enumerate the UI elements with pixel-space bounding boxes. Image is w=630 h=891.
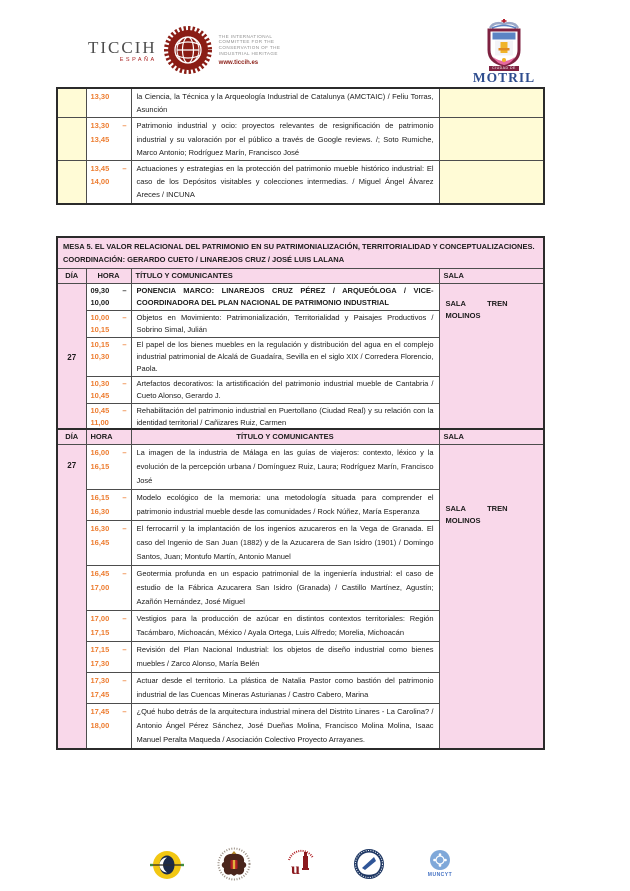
ticcih-country-text: ESPAÑA: [119, 56, 157, 63]
universidad-de-sevilla-logo: [283, 846, 319, 887]
time-range-dash: –: [122, 707, 127, 716]
day-number: 27: [57, 445, 86, 750]
svg-text:u: u: [291, 861, 300, 878]
session-title: La imagen de la industria de Málaga en las guías de viajeros: contexto, léxico y la evolución de la percepción urbana / Domínguez Ruiz, Laura; Rodríguez Marín, Francisco José: [131, 445, 439, 490]
session-title: Patrimonio industrial y ocio: proyectos relevantes de resignificación de patrimonio industrial y su valoración por el público a través de Google reviews. /; Soto Rumiche, Marco Antonio; Rodríguez Marín, Francisco José: [131, 118, 439, 161]
session-title: Revisión del Plan Nacional Industrial: los objetos de diseño industrial como bienes muebles / Zarco Alonso, María Belén: [131, 642, 439, 673]
session-title: PONENCIA MARCO: LINAREJOS CRUZ PÉREZ / ARQUEÓLOGA / VICE-COORDINADORA DEL PLAN NACIONAL DE PATRIMONIO INDUSTRIAL: [131, 284, 439, 311]
motril-shield-icon: [480, 18, 528, 68]
session-title: Vestigios para la producción de azúcar en distintos contextos territoriales: Región Tacámbaro, Michoacán, México / Ayala Ortega, Luis Alfredo; Morelia, Michoacán: [131, 611, 439, 642]
session-time: 16,00 – 16,15: [86, 445, 131, 490]
time-range-dash: –: [122, 645, 127, 654]
day-number: 27: [57, 284, 86, 432]
session-time: 10,30 – 10,45: [86, 377, 131, 404]
time-range-dash: –: [122, 406, 127, 415]
mesa5-coordination: COORDINACIÓN: GERARDO CUETO / LINAREJOS CRUZ / JOSÉ LUIS LALANA: [63, 255, 345, 264]
time-range-dash: –: [122, 614, 127, 623]
session-time: 16,45 – 17,00: [86, 566, 131, 611]
sugar-mill-eye-logo: [150, 848, 184, 887]
muncyt-logo: [422, 849, 458, 878]
ticcih-gear-globe-icon: [163, 24, 213, 76]
mesa5-title: MESA 5. EL VALOR RELACIONAL DEL PATRIMONIO EN SU PATRIMONIALIZACIÓN, TERRITORIALIDAD Y CONCEPTUALIZACIONES.: [63, 242, 535, 251]
time-range-dash: –: [122, 286, 127, 295]
room-cell-empty: [439, 161, 544, 204]
ticcih-tagline: [219, 34, 281, 66]
session-time: 13,30 – 13,45: [86, 118, 131, 161]
universidad-de-granada-crest: [217, 847, 251, 886]
time-range-dash: –: [122, 569, 127, 578]
column-header-day: DÍA: [57, 429, 86, 445]
session-title: El papel de los bienes muebles en la regulación y distribución del agua en el complejo industrial patrimonial de Alcalá de Guadaíra, Sevilla en el siglo XIX / Corredera Florencio, Paola.: [131, 338, 439, 377]
mesa5-caption-row: [57, 237, 544, 269]
session-title: ¿Qué hubo detrás de la arquitectura industrial minera del Distrito Linares - La Carolina? / Antonio Ángel Pérez Sánchez, José Dueñas Molina, Francisco Molina Molina, Isaac Manuel Peralta Maqueda / Asociación Colectivo Proyecto Arrayanes.: [131, 704, 439, 750]
session-title: El ferrocarril y la implantación de los ingenios azucareros en la Vega de Granada. El caso del Ingenio de San Juan (1882) y de la Azucarera de San Isidro (1901) / Domingo Santos, Juan; Montufo Martín, Antonio Manuel: [131, 521, 439, 566]
motril-name-text: MOTRIL: [472, 70, 536, 85]
session-time: 17,45 – 18,00: [86, 704, 131, 750]
ticcih-logo: [88, 24, 280, 76]
time-range-dash: –: [122, 524, 127, 533]
day-cell-empty: [57, 88, 86, 118]
column-header-room: SALA: [439, 269, 544, 284]
session-time: 17,00 – 17,15: [86, 611, 131, 642]
session-time: 10,00 – 10,15: [86, 311, 131, 338]
session-time: 13,45 – 14,00: [86, 161, 131, 204]
day-cell-empty: [57, 118, 86, 161]
session-time: 16,15 – 16,30: [86, 490, 131, 521]
column-header-time: HORA: [86, 269, 131, 284]
session-row: [57, 88, 544, 118]
session-time: 10,15 – 10,30: [86, 338, 131, 377]
ticcih-wordmark: [88, 38, 157, 63]
university-seal-logo: [352, 847, 386, 886]
ticcih-tagline-line: INDUSTRIAL HERITAGE: [218, 50, 278, 56]
column-header-title: TÍTULO Y COMUNICANTES: [131, 269, 439, 284]
ticcih-tagline-line: THE INTERNATIONAL: [218, 33, 273, 39]
column-header-title: TÍTULO Y COMUNICANTES: [131, 429, 439, 445]
session-row: [57, 284, 544, 311]
mesa5-header-row: [57, 269, 544, 284]
session-time: 17,30 – 17,45: [86, 673, 131, 704]
ticcih-name-text: TICCIH: [88, 37, 157, 57]
session-title: Modelo ecológico de la memoria: una metodología situada para comprender el patrimonio industrial mueble desde las comunidades / Rock Núñez, María Esperanza: [131, 490, 439, 521]
session-title: Rehabilitación del patrimonio industrial en Puertollano (Ciudad Real) y su relación con la identidad territorial / Cañizares Ruiz, Carmen: [131, 404, 439, 432]
ticcih-url-text: www.ticcih.es: [218, 60, 259, 67]
ticcih-tagline-line: COMMITTEE FOR THE: [218, 39, 275, 45]
time-range-dash: –: [122, 164, 127, 174]
session-title: Artefactos decorativos: la artistificación del patrimonio industrial mueble de Cantabria / Cueto Alonso, Gerardo J.: [131, 377, 439, 404]
day-cell-empty: [57, 161, 86, 204]
motril-coat-of-arms: [468, 18, 540, 85]
session-row: [57, 161, 544, 204]
session-title: Actuar desde el territorio. La plástica de Natalia Pastor como bastión del patrimonio industrial de las Cuencas Mineras Asturianas / Castro Cabero, Marina: [131, 673, 439, 704]
ticcih-tagline-line: CONSERVATION OF THE: [218, 45, 281, 50]
session-title: la Ciencia, la Técnica y la Arqueología Industrial de Catalunya (AMCTAIC) / Feliu Torras, Asunción: [131, 88, 439, 118]
session-title: Geotermia profunda en un espacio patrimonial de la ingeniería industrial: el caso de estudio de la Fábrica Azucarera San Isidro (Granada) / Castillo Martínez, Agustín; Azañón Hernández, José Miguel: [131, 566, 439, 611]
continuation-session-table: [56, 87, 545, 205]
afternoon-table: [56, 428, 545, 750]
session-title: Actuaciones y estrategias en la protección del patrimonio mueble histórico industrial: El caso de los Depósitos visitables y colecciones intermedias. / Miguel Ángel Álvarez Areces / INCUNA: [131, 161, 439, 204]
room-name: SALA TREN MOLINOS: [439, 445, 544, 750]
mesa5-table: [56, 236, 545, 432]
session-time: 17,15 – 17,30: [86, 642, 131, 673]
session-time: 10,45 – 11,00: [86, 404, 131, 432]
room-cell-empty: [439, 118, 544, 161]
time-range-dash: –: [122, 340, 127, 349]
session-time: 09,30 – 10,00: [86, 284, 131, 311]
session-time: 13,30: [86, 88, 131, 118]
time-range-dash: –: [122, 448, 127, 457]
session-row: [57, 445, 544, 490]
motril-banner-text: CIUDAD DE: [489, 66, 519, 71]
time-range-dash: –: [122, 493, 127, 502]
time-range-dash: –: [122, 676, 127, 685]
room-name: SALA TREN MOLINOS: [439, 284, 544, 432]
column-header-day: DÍA: [57, 269, 86, 284]
time-range-dash: –: [122, 379, 127, 388]
column-header-time: HORA: [86, 429, 131, 445]
mesa5-caption: [57, 237, 544, 269]
session-time: 16,30 – 16,45: [86, 521, 131, 566]
time-range-dash: –: [122, 121, 127, 131]
session-title: Objetos en Movimiento: Patrimonialización, Territorialidad y Paisajes Productivos / Sobrino Simal, Julián: [131, 311, 439, 338]
column-header-room: SALA: [439, 429, 544, 445]
muncyt-label: MUNCYT: [427, 872, 453, 878]
afternoon-header-row: [57, 429, 544, 445]
room-cell-empty: [439, 88, 544, 118]
session-row: [57, 118, 544, 161]
time-range-dash: –: [122, 313, 127, 322]
